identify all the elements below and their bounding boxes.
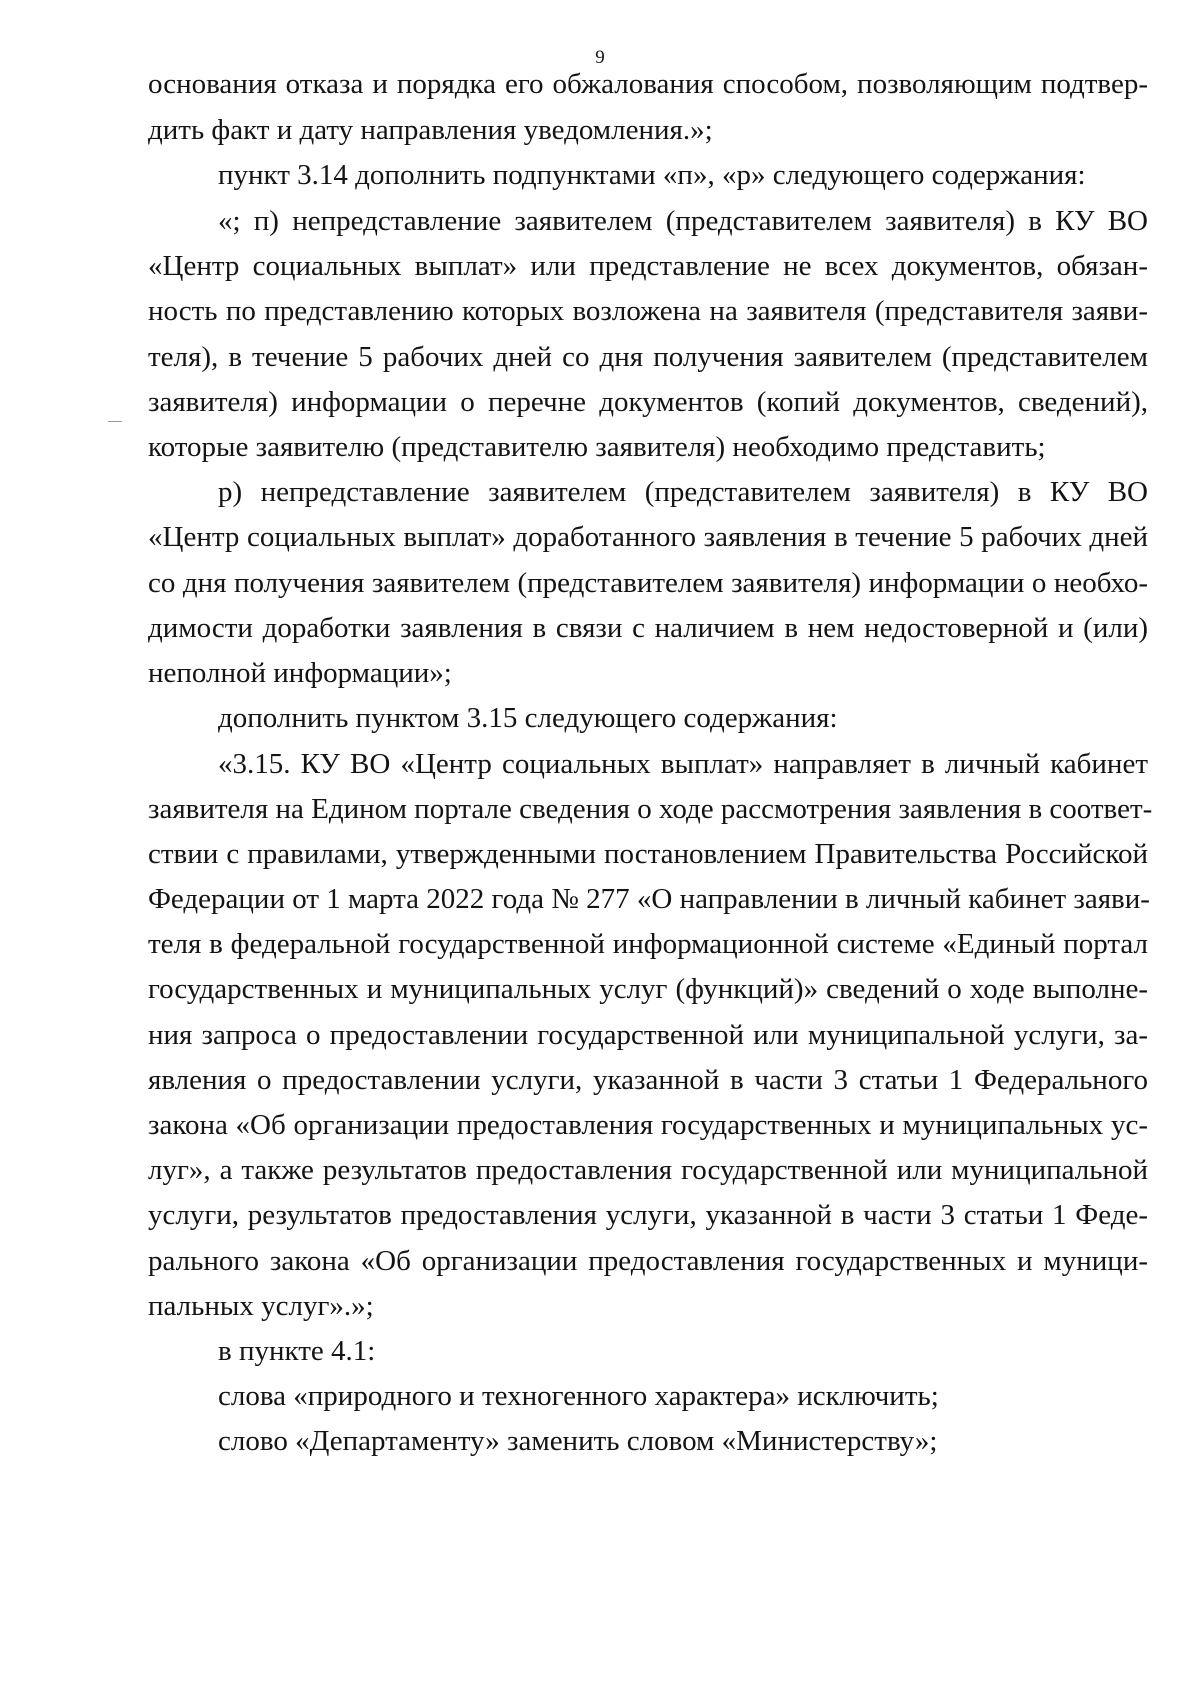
text-line: услуги, результатов предоставления услуги, указанной в части 3 статьи 1 Феде- [148,1199,1148,1231]
page-number: 9 [595,47,605,68]
text-line: пункт 3.14 дополнить подпунктами «п», «р» следующего содержания: [218,159,1086,191]
text-line: Федерации от 1 марта 2022 года № 277 «О направлении в личный кабинет заяви- [148,883,1150,915]
text-line: «; п) непредставление заявителем (представителем заявителя) в КУ ВО [218,205,1148,237]
text-line: закона «Об организации предоставления государственных и муниципальных ус- [148,1109,1148,1141]
text-line: теля), в течение 5 рабочих дней со дня получения заявителем (представителем [148,341,1148,373]
text-line: ния запроса о предоставлении государственной или муниципальной услуги, за- [148,1019,1148,1051]
text-line: неполной информации»; [148,657,452,689]
text-line: дить факт и дату направления уведомления.»; [148,114,713,146]
text-line: ствии с правилами, утвержденными постановлением Правительства Российской [148,838,1148,870]
text-line: «Центр социальных выплат» или представление не всех документов, обязан- [148,250,1148,282]
text-line: которые заявителю (представителю заявителя) необходимо представить; [148,431,1046,463]
text-line: в пункте 4.1: [218,1335,376,1367]
text-line: димости доработки заявления в связи с наличием в нем недостоверной и (или) [148,612,1148,644]
text-line: со дня получения заявителем (представителем заявителя) информации о необхо- [148,567,1148,599]
text-line: основания отказа и порядка его обжалования способом, позволяющим подтвер- [148,68,1148,100]
text-line: луг», а также результатов предоставления государственной или муниципальной [148,1154,1148,1186]
text-line: государственных и муниципальных услуг (функций)» сведений о ходе выполне- [148,973,1148,1005]
text-line: р) непредставление заявителем (представителем заявителя) в КУ ВО [218,476,1148,508]
text-line: слово «Департаменту» заменить словом «Министерству»; [218,1425,938,1457]
text-line: «Центр социальных выплат» доработанного заявления в течение 5 рабочих дней [148,521,1148,553]
text-line: пальных услуг».»; [148,1290,374,1322]
text-line: явления о предоставлении услуги, указанной в части 3 статьи 1 Федерального [148,1064,1148,1096]
margin-scan-mark [108,421,122,422]
text-line: заявителя) информации о перечне документов (копий документов, сведений), [148,386,1148,418]
text-line: дополнить пунктом 3.15 следующего содержания: [218,702,838,734]
text-line: ность по представлению которых возложена на заявителя (представителя заяви- [148,295,1148,327]
text-line: слова «природного и техногенного характера» исключить; [218,1380,939,1412]
text-line: «3.15. КУ ВО «Центр социальных выплат» направляет в личный кабинет [218,748,1148,780]
text-line: рального закона «Об организации предоставления государственных и муници- [148,1245,1148,1277]
text-line: заявителя на Едином портале сведения о ходе рассмотрения заявления в соответ- [148,793,1153,825]
text-line: теля в федеральной государственной информационной системе «Единый портал [148,928,1148,960]
